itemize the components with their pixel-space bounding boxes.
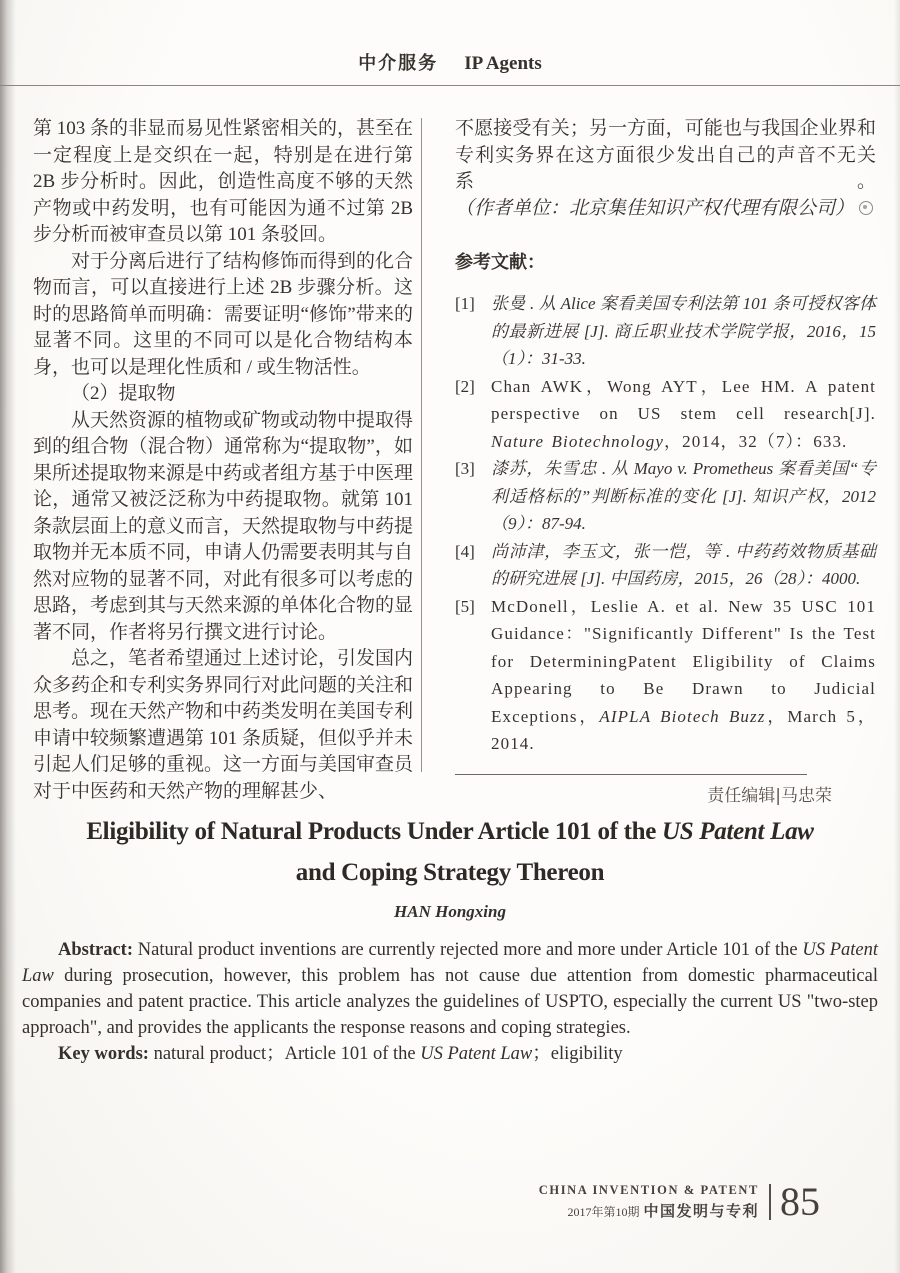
reference-text [491,593,876,758]
reference-label: [2] [455,376,475,396]
title-text-run: Eligibility of Natural Products Under Article 101 of the [86,818,662,845]
reference-item [455,455,876,538]
reference-item [455,290,876,373]
keywords-text-run: ；eligibility [532,1044,623,1064]
abstract-text-run: Natural product inventions are currently rejected more and more under Article 101 of the [133,940,803,960]
abstract-paragraph [22,937,878,1041]
keywords-text-run: natural product；Article 101 of the [148,1044,421,1064]
abstract-label: Abstract: [58,940,134,960]
journal-imprint [539,1183,759,1221]
author-affiliation: （作者单位：北京集佳知识产权代理有限公司） [455,197,855,219]
column-divider [421,118,422,772]
page-header [0,49,900,75]
english-abstract-section [0,818,900,1067]
body-paragraph: 从天然资源的植物或矿物或动物中提取得到的组合物（混合物）通常称为“提取物”，如果所述提取物来源是中药或者组方基于中医理论，通常又被泛泛称为中药提取物。就第 101 条款层面上的意义而言，天然提取物与中药提取物并无本质不同，申请人仍需要表明其与自然对应物的显著不同，对此有很多可以考虑的思路，考虑到其与天然来源的单体化合物的显著不同，作者将另行撰文进行讨论。 [33,409,414,643]
reference-journal-name: Nature Biotechnology [491,431,665,451]
footer-divider-bar [769,1184,771,1220]
abstract-text-run: during prosecution, however, this problem has not cause due attention from domestic pharmaceutical companies and patent practice. This article analyzes the guidelines of USPTO, especially the current US "two-step approach", and provides the applicants the response reasons and coping strategies. [22,966,878,1038]
responsible-editor: 责任编辑|马忠荣 [707,785,832,806]
body-paragraph [455,116,876,222]
reference-label: [5] [455,596,475,616]
references-list [455,290,876,758]
body-paragraph: 对于分离后进行了结构修饰而得到的化合物而言，可以直接进行上述 2B 步骤分析。这时的思路简单而明确：需要证明“修饰”带来的显著不同。这里的不同可以是化合物结构本身，也可以是理化性质和 / 或生物活性。 [33,250,414,378]
section-title-cn: 中介服务 [358,53,439,74]
reference-text: 漆苏，朱雪忠 . 从 Mayo v. Prometheus 案看美国“专利适格标的”判断标准的变化 [J]. 知识产权，2012（9）：87-94. [491,459,876,533]
keywords-law-name: US Patent Law [420,1044,533,1064]
body-paragraph: 总之，笔者希望通过上述讨论，引发国内众多药企和专利实务界同行对此问题的关注和思考。现在天然产物和中药类发明在美国专利申请中较频繁遭遇第 101 条质疑，但似乎并未引起人们足够的重视。这一方面与美国审查员对于中医药和天然产物的理解甚少、 [33,648,414,802]
reference-text [491,373,876,456]
journal-name-cn-line [539,1200,759,1221]
author-name: HAN Hongxing [394,902,506,921]
reference-text-run: McDonell，Leslie A. et al. New 35 USC 101 Guidance："Significantly Different" Is the Test for DeterminingPatent Eligibility of Claims Appearing to Be Drawn to Judicial Exceptions， [491,596,876,726]
title-law-name: US Patent Law [662,818,814,845]
header-rule [0,85,900,86]
reference-text: 尚沛津，李玉文，张一恺，等 . 中药药效物质基础的研究进展 [J]. 中国药房，2015，26（28）：4000. [491,541,876,588]
article-title-en-line1 [0,818,900,846]
section-title-en: IP Agents [464,53,542,74]
subsection-heading: （2）提取物 [71,383,176,404]
journal-name-cn: 中国发明与专利 [643,1202,759,1220]
page-number: 85 [780,1179,820,1224]
scan-edge-shadow-left [0,0,16,1273]
reference-text-run: Chan AWK，Wong AYT，Lee HM. A patent perspective on US stem cell research[J]. [491,376,876,423]
reference-item [455,373,876,456]
journal-name-en: CHINA INVENTION & PATENT [538,1183,759,1197]
issue-label: 2017年第10期 [567,1205,640,1219]
reference-item [455,538,876,593]
body-paragraph: 第 103 条的非显而易见性紧密相关的，甚至在一定程度上是交织在一起，特别是在进行第 2B 步分析时。因此，创造性高度不够的天然产物或中药发明，也有可能因为通不过第 2B 步分析而被审查员以第 101 条驳回。 [33,118,414,245]
reference-text-run: ，2014，32（7）：633. [664,431,848,451]
reference-label: [1] [455,294,475,313]
references-heading: 参考文献： [455,252,545,273]
article-title-en-line2: and Coping Strategy Thereon [295,859,605,886]
reference-text: 张曼 . 从 Alice 案看美国专利法第 101 条可授权客体的最新进展 [J]. 商丘职业技术学院学报，2016，15（1）：31-33. [491,294,876,368]
article-end-icon [859,201,873,215]
reference-label: [3] [455,459,475,478]
scan-edge-shadow-right [894,0,900,1273]
abstract-law-name: US Patent Law [22,940,879,986]
keywords-line [22,1041,878,1067]
reference-text-run: ，March 5，2014. [491,706,876,753]
reference-journal-name: AIPLA Biotech Buzz [599,706,766,726]
paragraph-text: 不愿接受有关；另一方面，可能也与我国企业界和专利实务界在这方面很少发出自己的声音不无关系。 [455,118,876,192]
page-footer [538,1179,820,1224]
right-column [455,116,876,806]
reference-item [455,593,876,758]
keywords-label: Key words: [58,1044,149,1064]
left-column [33,116,413,805]
reference-label: [4] [455,541,475,561]
editor-rule [455,774,807,775]
